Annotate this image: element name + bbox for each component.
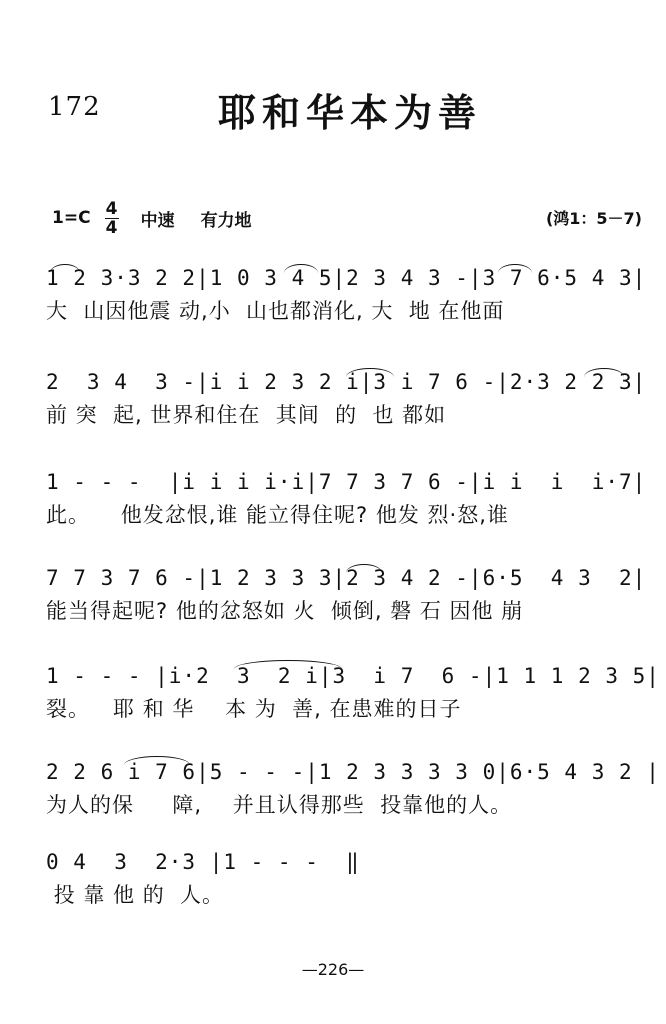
lyrics-line: 前 突 起, 世界和住在 其间 的 也 都如: [46, 403, 447, 427]
notation-line: 2 2 6 i 7 6|5 - - -|1 2 3 3 3 3 0|6·5 4 3 2 |: [46, 760, 660, 784]
key-signature-line: [52, 196, 252, 240]
key-signature: 1=C: [52, 208, 91, 228]
notation-line: 7 7 3 7 6 -|1 2 3 3 3|2 3 4 2 -|6·5 4 3 2|: [46, 566, 647, 590]
tempo-marking: 中速: [140, 210, 175, 231]
notation-line: 1 - - - |i i i i·i|7 7 3 7 6 -|i i i i·7|: [46, 470, 647, 494]
time-signature-bottom: 4: [105, 217, 118, 238]
lyrics-line: 此。 他发忿恨,谁 能立得住呢? 他发 烈·怒,谁: [46, 503, 509, 527]
lyrics-line: 能当得起呢? 他的忿怒如 火 倾倒, 磐 石 因他 崩: [46, 599, 524, 623]
music-system-1: [46, 262, 647, 328]
scripture-reference: (鸿1：5－7): [545, 209, 642, 228]
time-signature: [105, 200, 119, 237]
notation-line: 2 3 4 3 -|i i 2 3 2 i|3 i 7 6 -|2·3 2 2 3|: [46, 370, 647, 394]
music-system-4: [46, 562, 647, 628]
expression-marking: 有力地: [200, 210, 252, 231]
lyrics-line: 大 山因他震 动,小 山也都消化, 大 地 在他面: [46, 299, 505, 323]
music-system-5: [46, 660, 660, 726]
hymn-title: 耶和华本为善: [217, 90, 482, 135]
notation-line: 0 4 3 2·3 |1 - - - ‖: [46, 850, 360, 874]
music-system-2: [46, 366, 647, 432]
lyrics-line: 投 靠 他 的 人。: [46, 883, 225, 907]
time-signature-top: 4: [105, 198, 118, 219]
lyrics-line: 裂。 耶 和 华 本 为 善, 在患难的日子: [46, 697, 462, 721]
music-system-6: [46, 756, 660, 822]
hymn-number: 172: [48, 92, 101, 122]
music-system-3: [46, 466, 647, 532]
music-system-7: [46, 846, 638, 912]
page-number: —226—: [301, 960, 365, 979]
notation-line: 1 2 3·3 2 2|1 0 3 4 5|2 3 4 3 -|3 7 6·5 4 3|: [46, 266, 647, 290]
lyrics-line: 为人的保 障, 并且认得那些 投靠他的人。: [46, 793, 513, 817]
notation-line: 1 - - - |i·2 3 2 i|3 i 7 6 -|1 1 1 2 3 5|: [46, 664, 660, 688]
